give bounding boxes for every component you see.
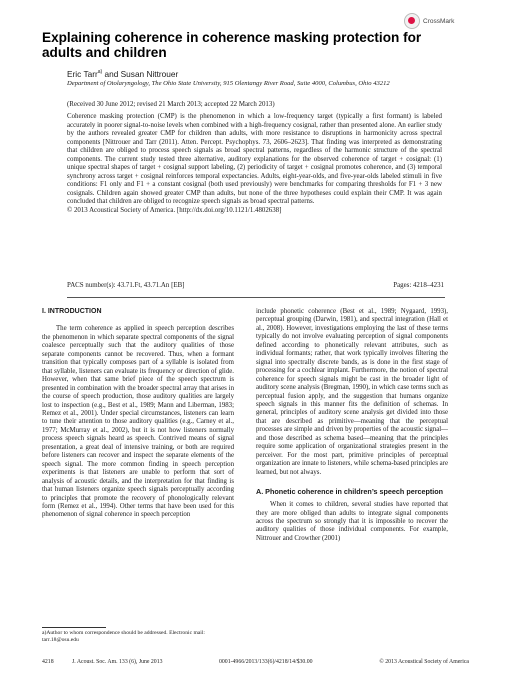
left-column — [42, 308, 234, 520]
affiliation: Department of Otolaryngology, The Ohio State University, 915 Olentangy River Road, Suite 4000, Columbus, Ohio 43212 — [67, 80, 390, 87]
intro-paragraph: The term coherence as applied in speech perception describes the phenomenon in which separate spectral components of the signal coalesce perceptually such that the auditory qualities of those separate components cannot be recovered. Thus, when a formant transition that typically composes part of a syllable is isolated from that syllable, listeners can evaluate its frequency or direction of glide. However, when that same brief piece of the speech spectrum is presented in combination with the broader spectral array that arises in the course of speech production, those auditory qualities are largely lost to inspection (e.g., Best et al., 1989; Mann and Liberman, 1983; Remez et al., 2001). Under special circumstances, listeners can learn to tune their attention to those auditory qualities (e.g., Carney et al., 1977; McMurray et al., 2002), but it is not how listeners normally process speech signals heard as speech. Contrived means of signal presentation, a great deal of intensive training, or both are required before listeners can recover and inspect the separate elements of the speech signal. The more common finding in speech perception experiments is that listeners are unable to perform that sort of analysis of acoustic details, and the interpretation for that finding is that human listeners organize speech signals perceptually according to principles that promote the recovery of phonologically relevant form (Remez et al., 1994). Other terms that have been used for this phenomenon of signal coherence in speech perception — [42, 325, 234, 519]
received-dates: (Received 30 June 2012; revised 21 March 2013; accepted 22 March 2013) — [67, 101, 275, 108]
abstract-copyright-doi[interactable]: © 2013 Acoustical Society of America. [http://dx.doi.org/10.1121/1.4802638] — [67, 206, 282, 214]
crossmark-icon — [404, 13, 420, 29]
right-column — [256, 308, 448, 543]
crossmark-label: CrossMark — [423, 17, 455, 25]
abstract-text: Coherence masking protection (CMP) is the phenomenon in which a low-frequency target (typically a first formant) is labeled accurately in poorer signal-to-noise levels when combined with a high-frequency cosignal, rather than presented alone. An earlier study by the authors revealed greater CMP for children than adults, with more resistance to disruptions in harmonicity across spectral components [Nittrouer and Tarr (2011). Atten. Percept. Psychophys. 73, 2606–2623]. That finding was interpreted as demonstrating that children are obliged to process speech signals as broad spectral patterns, regardless of the harmonic structure of the spectral components. The current study tested three alternative, auditory explanations for the observed coherence of target + cosignal: (1) unique spectral shapes of target + cosignal support labeling, (2) periodicity of target + cosignal promotes coherence, and (3) temporal synchrony across target + cosignal reinforces temporal expectancies. Adults, eight-year-olds, and five-year-olds labeled stimuli in five conditions: F1 only and F1 + a constant cosignal (both used previously) were benchmarks for comparing thresholds for F1 + 3 new cosignals. Children again showed greater CMP than adults, but none of the three hypotheses could explain their CMP. It was again concluded that children are obliged to recognize speech signals as broad spectral patterns. — [67, 113, 442, 205]
subsection-heading: A. Phonetic coherence in children’s speech perception — [256, 487, 444, 497]
footnote-divider — [42, 627, 106, 628]
author-footnote-marker[interactable]: a) — [97, 69, 103, 76]
author-line — [67, 69, 178, 79]
pacs-numbers: PACS number(s): 43.71.Ft, 43.71.An [EB] — [67, 282, 185, 289]
footer-issn: 0001-4966/2013/133(6)/4218/14/$30.00 — [219, 659, 313, 665]
subsection-paragraph: When it comes to children, several studies have reported that they are more obliged than adults to integrate signal components across the spectrum so strongly that it is impossible to recover the auditory qualities of those individual components. For example, Nittrouer and Crowther (2001) — [256, 501, 448, 542]
continued-paragraph: include phonetic coherence (Best et al., 1989; Nygaard, 1993), perceptual grouping (Darwin, 1981), and spectral integration (Hall et al., 2008). However, investigations employing the last of these terms typically do not involve evaluating perception of signal components defined according to phonetically relevant attributes, such as individual formants; rather, that work typically involves filtering the signal into spectrally discrete bands, as is done in the first stage of processing for a cochlear implant. Furthermore, the notion of spectral coherence for speech signals might be cast in the broader light of auditory scene analysis (Bregman, 1990), in which case terms such as perceptual fusion apply, and the suggestion that humans organize speech signals in this manner fits the definition of schemas. In general, principles of auditory scene analysis get divided into those that are described as primitive—meaning that the perceptual processes are simple and driven by properties of the acoustic signal—and those described as schema based—meaning that the principles require some application of organizational strategies present in the perceiver. For the most part, primitive principles of perceptual organization are innate to listeners, while schema-based principles are learned, but not always. — [256, 308, 448, 476]
author-name-1: Eric Tarr — [67, 69, 98, 79]
footer-citation: J. Acoust. Soc. Am. 133 (6), June 2013 — [72, 659, 163, 665]
footer-page-number: 4218 — [42, 659, 54, 665]
crossmark-badge[interactable] — [404, 12, 482, 30]
header-divider — [67, 297, 445, 298]
page-range: Pages: 4218–4231 — [393, 282, 444, 289]
footnote: a)Author to whom correspondence should be addressed. Electronic mail: tarr.18@osu.edu — [42, 630, 205, 643]
section-heading-introduction: I. INTRODUCTION — [42, 308, 102, 315]
author-name-2: and Susan Nittrouer — [102, 69, 179, 79]
paper-title: Explaining coherence in coherence masking protection for adults and children — [42, 30, 422, 60]
footer-copyright: © 2013 Acoustical Society of America — [379, 659, 469, 665]
abstract — [67, 113, 442, 215]
